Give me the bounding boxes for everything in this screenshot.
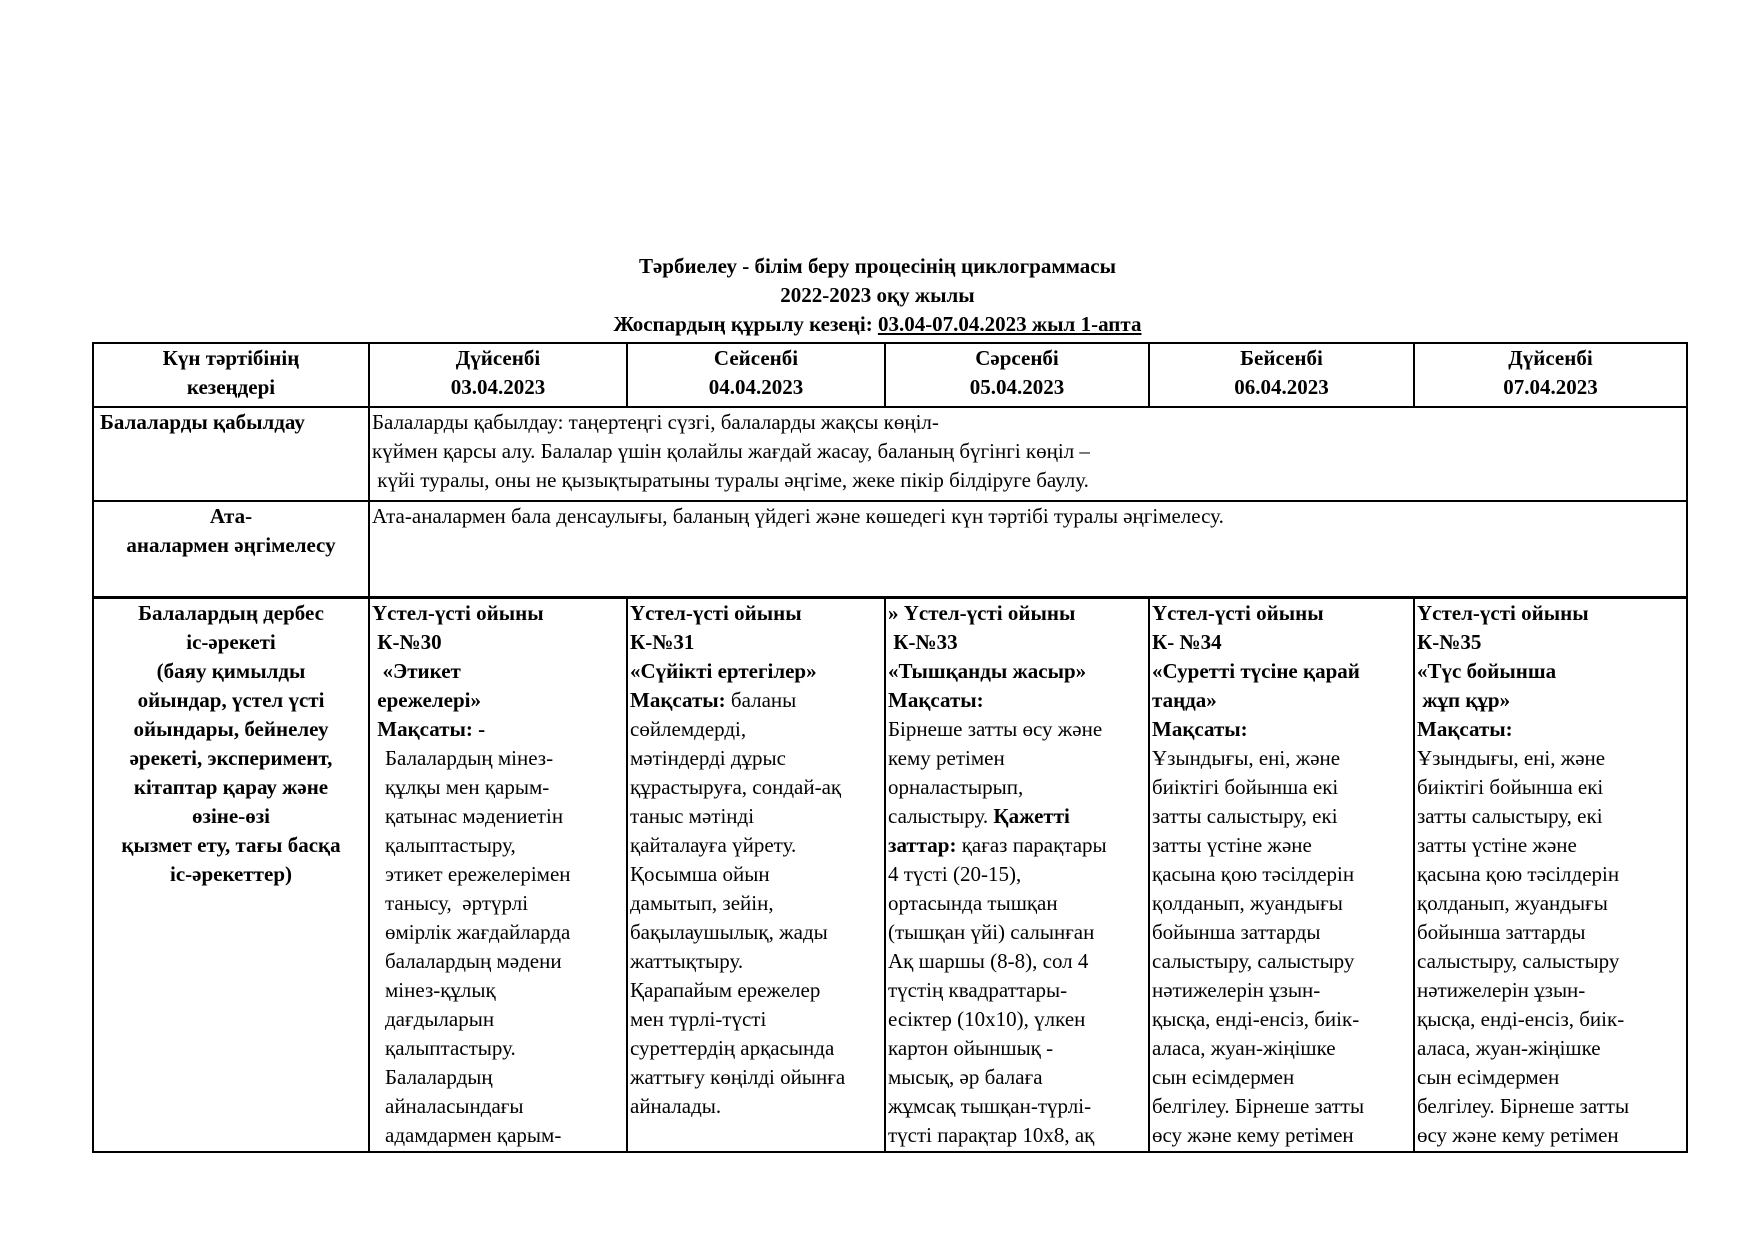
goal-text-line: айналады. bbox=[630, 1094, 722, 1118]
activity-stage-line: ойындар, үстел үсті bbox=[137, 688, 325, 712]
header-stage-line2: кезеңдері bbox=[186, 375, 276, 399]
day-name: Бейсенбі bbox=[1240, 346, 1323, 370]
day-name: Дүйсенбі bbox=[455, 346, 541, 370]
goal-text-line: нәтижелерін ұзын- bbox=[1152, 978, 1321, 1002]
goal-text-line: биіктігі бойынша екі bbox=[1417, 775, 1604, 799]
goal-text-line: қасына қою тәсілдерін bbox=[1152, 862, 1355, 886]
activity-stage-line: іс-әрекеттер) bbox=[170, 862, 292, 886]
goal-text-line: Ұзындығы, ені, және bbox=[1152, 746, 1341, 770]
goal-text-line: өсу және кему ретімен bbox=[1152, 1123, 1354, 1147]
goal-text-line: қайталауға үйрету. bbox=[630, 833, 797, 857]
header-day-4 bbox=[1149, 343, 1414, 407]
activity-row bbox=[93, 598, 1687, 1153]
receive-text-cell bbox=[369, 407, 1687, 501]
materials-text-line: (тышқан үйі) салынған bbox=[888, 920, 1095, 944]
materials-text-line: 4 түсті (20-15), bbox=[888, 862, 1022, 886]
goal-rest: - bbox=[472, 717, 486, 741]
goal-text-line: Балалардың bbox=[385, 1065, 493, 1089]
goal-text-line: қасына қою тәсілдерін bbox=[1417, 862, 1620, 886]
goal-text-line: адамдармен қарым- bbox=[385, 1123, 562, 1147]
document-title-block bbox=[0, 252, 1755, 339]
goal-text-line: дамытып, зейін, bbox=[630, 891, 774, 915]
game-name: «Тышқанды жасыр» bbox=[888, 659, 1087, 683]
goal-text-line: Бірнеше затты өсу және bbox=[888, 717, 1103, 741]
materials-text-line: картон ойыншық - bbox=[888, 1036, 1054, 1060]
goal-text-line: жаттықтыру. bbox=[630, 949, 744, 973]
goal-text-line: дағдыларын bbox=[385, 1007, 495, 1031]
goal-text-line: айналасындағы bbox=[385, 1094, 524, 1118]
game-name: «Түс бойынша bbox=[1417, 659, 1557, 683]
goal-text-line: Қосымша ойын bbox=[630, 862, 770, 886]
day-date: 03.04.2023 bbox=[450, 375, 546, 399]
goal-line bbox=[372, 715, 624, 744]
game-title: Үстел-үсті ойыны bbox=[1152, 601, 1324, 625]
activity-stage-cell bbox=[93, 598, 369, 1153]
goal-text-line: қысқа, енді-енсіз, биік- bbox=[1152, 1007, 1360, 1031]
goal-text-line: қолданып, жуандығы bbox=[1417, 891, 1608, 915]
activity-stage-line: іс-әрекеті bbox=[186, 630, 276, 654]
game-name: таңда» bbox=[1152, 688, 1217, 712]
materials-text-line: мысық, әр балаға bbox=[888, 1065, 1043, 1089]
materials-label: Қажетті bbox=[993, 804, 1070, 828]
goal-line bbox=[630, 686, 882, 715]
activity-stage-line: өзіне-өзі bbox=[192, 804, 270, 828]
goal-text-line: қалыптастыру, bbox=[385, 833, 516, 857]
goal-text-line: этикет ережелерімен bbox=[385, 862, 571, 886]
game-number: К-№31 bbox=[630, 630, 695, 654]
activity-cell-thursday bbox=[1149, 598, 1414, 1153]
goal-text bbox=[372, 744, 624, 1150]
game-name: «Этикет bbox=[372, 659, 461, 683]
receive-text-line: күйі туралы, оны не қызықтыратыны туралы әңгіме, жеке пікір білдіруге баулу. bbox=[372, 468, 1089, 492]
game-title: Үстел-үсті ойыны bbox=[372, 601, 544, 625]
document-title: Тәрбиелеу - білім беру процесінің циклограммасы bbox=[638, 254, 1117, 278]
goal-text-line: бақылаушылық, жады bbox=[630, 920, 828, 944]
activity-stage-line: әрекеті, эксперимент, bbox=[129, 746, 333, 770]
goal-text-line: қысқа, енді-енсіз, биік- bbox=[1417, 1007, 1625, 1031]
goal-text-line: өмірлік жағдайларда bbox=[385, 920, 571, 944]
activity-cell-monday bbox=[369, 598, 627, 1153]
goal-text-line: затты үстіне және bbox=[1152, 833, 1312, 857]
game-title: Үстел-үсті ойыны bbox=[630, 601, 802, 625]
goal-text-line: бойынша заттарды bbox=[1417, 920, 1586, 944]
activity-stage-line: кітаптар қарау және bbox=[133, 775, 329, 799]
academic-year: 2022-2023 оқу жылы bbox=[780, 283, 975, 307]
planning-period-value: 03.04-07.04.2023 жыл 1-апта bbox=[877, 312, 1142, 336]
goal-text-line: нәтижелерін ұзын- bbox=[1417, 978, 1586, 1002]
header-row bbox=[93, 343, 1687, 407]
goal-text-line: салыстыру, салыстыру bbox=[1152, 949, 1355, 973]
materials-text-line: Ақ шаршы (8-8), сол 4 bbox=[888, 949, 1089, 973]
goal-label: Мақсаты: bbox=[372, 717, 473, 741]
receive-text-line: күймен қарсы алу. Балалар үшін қолайлы жағдай жасау, баланың бүгінгі көңіл – bbox=[372, 439, 1090, 463]
day-name: Дүйсенбі bbox=[1508, 346, 1593, 370]
goal-text-line: аласа, жуан-жіңішке bbox=[1152, 1036, 1336, 1060]
parents-stage-line1: Ата- bbox=[209, 504, 253, 528]
goal-text-line: қолданып, жуандығы bbox=[1152, 891, 1343, 915]
game-number: К- №34 bbox=[1152, 630, 1222, 654]
goal-text-line bbox=[888, 802, 1146, 831]
game-name: жұп құр» bbox=[1417, 688, 1511, 712]
header-day-3 bbox=[885, 343, 1149, 407]
materials-line bbox=[888, 831, 1146, 860]
materials-label: заттар: bbox=[888, 833, 957, 857]
goal-text-line: мен түрлі-түсті bbox=[630, 1007, 767, 1031]
activity-stage-line: (баяу қимылды bbox=[156, 659, 306, 683]
goal-text-line: Қарапайым ережелер bbox=[630, 978, 821, 1002]
goal-text-line: сөйлемдерді, bbox=[630, 717, 747, 741]
game-number: К-№33 bbox=[888, 630, 958, 654]
goal-text-line: аласа, жуан-жіңішке bbox=[1417, 1036, 1601, 1060]
goal-text-plain: салыстыру. bbox=[888, 804, 994, 828]
materials-text-line: жұмсақ тышқан-түрлі- bbox=[888, 1094, 1092, 1118]
goal-text-line: бойынша заттарды bbox=[1152, 920, 1321, 944]
goal-text-line: биіктігі бойынша екі bbox=[1152, 775, 1339, 799]
goal-text-line: орналастырып, bbox=[888, 775, 1024, 799]
goal-label: Мақсаты: bbox=[630, 688, 726, 712]
activity-stage-line: Балалардың дербес bbox=[138, 601, 324, 625]
activity-cell-friday bbox=[1414, 598, 1687, 1153]
game-title: Үстел-үсті ойыны bbox=[1417, 601, 1589, 625]
day-name: Сейсенбі bbox=[713, 346, 799, 370]
goal-text-line: затты салыстыру, екі bbox=[1417, 804, 1603, 828]
goal-text-line: қатынас мәдениетін bbox=[385, 804, 564, 828]
day-date: 04.04.2023 bbox=[708, 375, 804, 399]
materials-text: қағаз парақтары bbox=[956, 833, 1107, 857]
goal-text-line: таныс мәтінді bbox=[630, 804, 755, 828]
game-name: «Сүйікті ертегілер» bbox=[630, 659, 817, 683]
game-number: К-№30 bbox=[372, 630, 442, 654]
activity-stage-line: ойындары, бейнелеу bbox=[133, 717, 329, 741]
receive-stage-cell: Балаларды қабылдау bbox=[93, 407, 369, 501]
goal-text-line: затты үстіне және bbox=[1417, 833, 1577, 857]
day-name: Сәрсенбі bbox=[975, 346, 1059, 370]
activity-cell-tuesday bbox=[627, 598, 885, 1153]
goal-text-line: жаттығу көңілді ойынға bbox=[630, 1065, 846, 1089]
goal-label: Мақсаты: bbox=[1152, 717, 1248, 741]
goal-text-line: мәтіндерді дұрыс bbox=[630, 746, 786, 770]
goal-rest: баланы bbox=[725, 688, 797, 712]
game-title: » Үстел-үсті ойыны bbox=[888, 601, 1076, 625]
goal-text-line: Балалардың мінез- bbox=[385, 746, 554, 770]
receive-text-line: Балаларды қабылдау: таңертеңгі сүзгі, балаларды жақсы көңіл- bbox=[372, 410, 939, 434]
parents-row bbox=[93, 501, 1687, 598]
goal-text-line: құлқы мен қарым- bbox=[385, 775, 550, 799]
materials-text-line: ортасында тышқан bbox=[888, 891, 1058, 915]
goal-text-line: құрастыруға, сондай-ақ bbox=[630, 775, 842, 799]
goal-label: Мақсаты: bbox=[1417, 717, 1513, 741]
goal-text-line: Ұзындығы, ені, және bbox=[1417, 746, 1606, 770]
goal-text-line: затты салыстыру, екі bbox=[1152, 804, 1338, 828]
parents-text-cell: Ата-аналармен бала денсаулығы, баланың үйдегі және көшедегі күн тәртібі туралы әңгімелесу. bbox=[369, 501, 1687, 598]
game-name: «Суретті түсіне қарай bbox=[1152, 659, 1360, 683]
header-stage-cell bbox=[93, 343, 369, 407]
materials-text-line: түсті парақтар 10х8, ақ bbox=[888, 1123, 1095, 1147]
goal-label: Мақсаты: bbox=[888, 688, 984, 712]
game-name: ережелері» bbox=[372, 688, 481, 712]
activity-stage-line: қызмет ету, тағы басқа bbox=[121, 833, 341, 857]
materials-text-line: есіктер (10х10), үлкен bbox=[888, 1007, 1086, 1031]
day-date: 06.04.2023 bbox=[1234, 375, 1329, 399]
receive-row bbox=[93, 407, 1687, 501]
goal-text-line: суреттердің арқасында bbox=[630, 1036, 835, 1060]
cyclogram-table bbox=[92, 342, 1688, 1153]
day-date: 07.04.2023 bbox=[1503, 375, 1598, 399]
parents-stage-cell bbox=[93, 501, 369, 598]
goal-text-line: мінез-құлық bbox=[385, 978, 496, 1002]
goal-text-line: белгілеу. Бірнеше затты bbox=[1152, 1094, 1365, 1118]
header-day-2 bbox=[627, 343, 885, 407]
header-day-1 bbox=[369, 343, 627, 407]
goal-text-line: салыстыру, салыстыру bbox=[1417, 949, 1620, 973]
goal-text-line: қалыптастыру. bbox=[385, 1036, 516, 1060]
planning-period bbox=[0, 310, 1755, 339]
day-date: 05.04.2023 bbox=[969, 375, 1065, 399]
goal-text-line: кему ретімен bbox=[888, 746, 1005, 770]
materials-text-line: түстің квадраттары- bbox=[888, 978, 1068, 1002]
planning-period-label: Жоспардың құрылу кезеңі: bbox=[613, 312, 878, 336]
header-stage-line1: Күн тәртібінің bbox=[162, 346, 300, 370]
goal-text-line: өсу және кему ретімен bbox=[1417, 1123, 1619, 1147]
goal-text-line: сын есімдермен bbox=[1417, 1065, 1560, 1089]
activity-cell-wednesday bbox=[885, 598, 1149, 1153]
parents-stage-line2: аналармен әңгімелесу bbox=[126, 533, 336, 557]
game-number: К-№35 bbox=[1417, 630, 1482, 654]
goal-text-line: балалардың мәдени bbox=[385, 949, 562, 973]
goal-text-line: сын есімдермен bbox=[1152, 1065, 1295, 1089]
header-day-5 bbox=[1414, 343, 1687, 407]
goal-text-line: танысу, әртүрлі bbox=[385, 891, 529, 915]
goal-text-line: белгілеу. Бірнеше затты bbox=[1417, 1094, 1630, 1118]
